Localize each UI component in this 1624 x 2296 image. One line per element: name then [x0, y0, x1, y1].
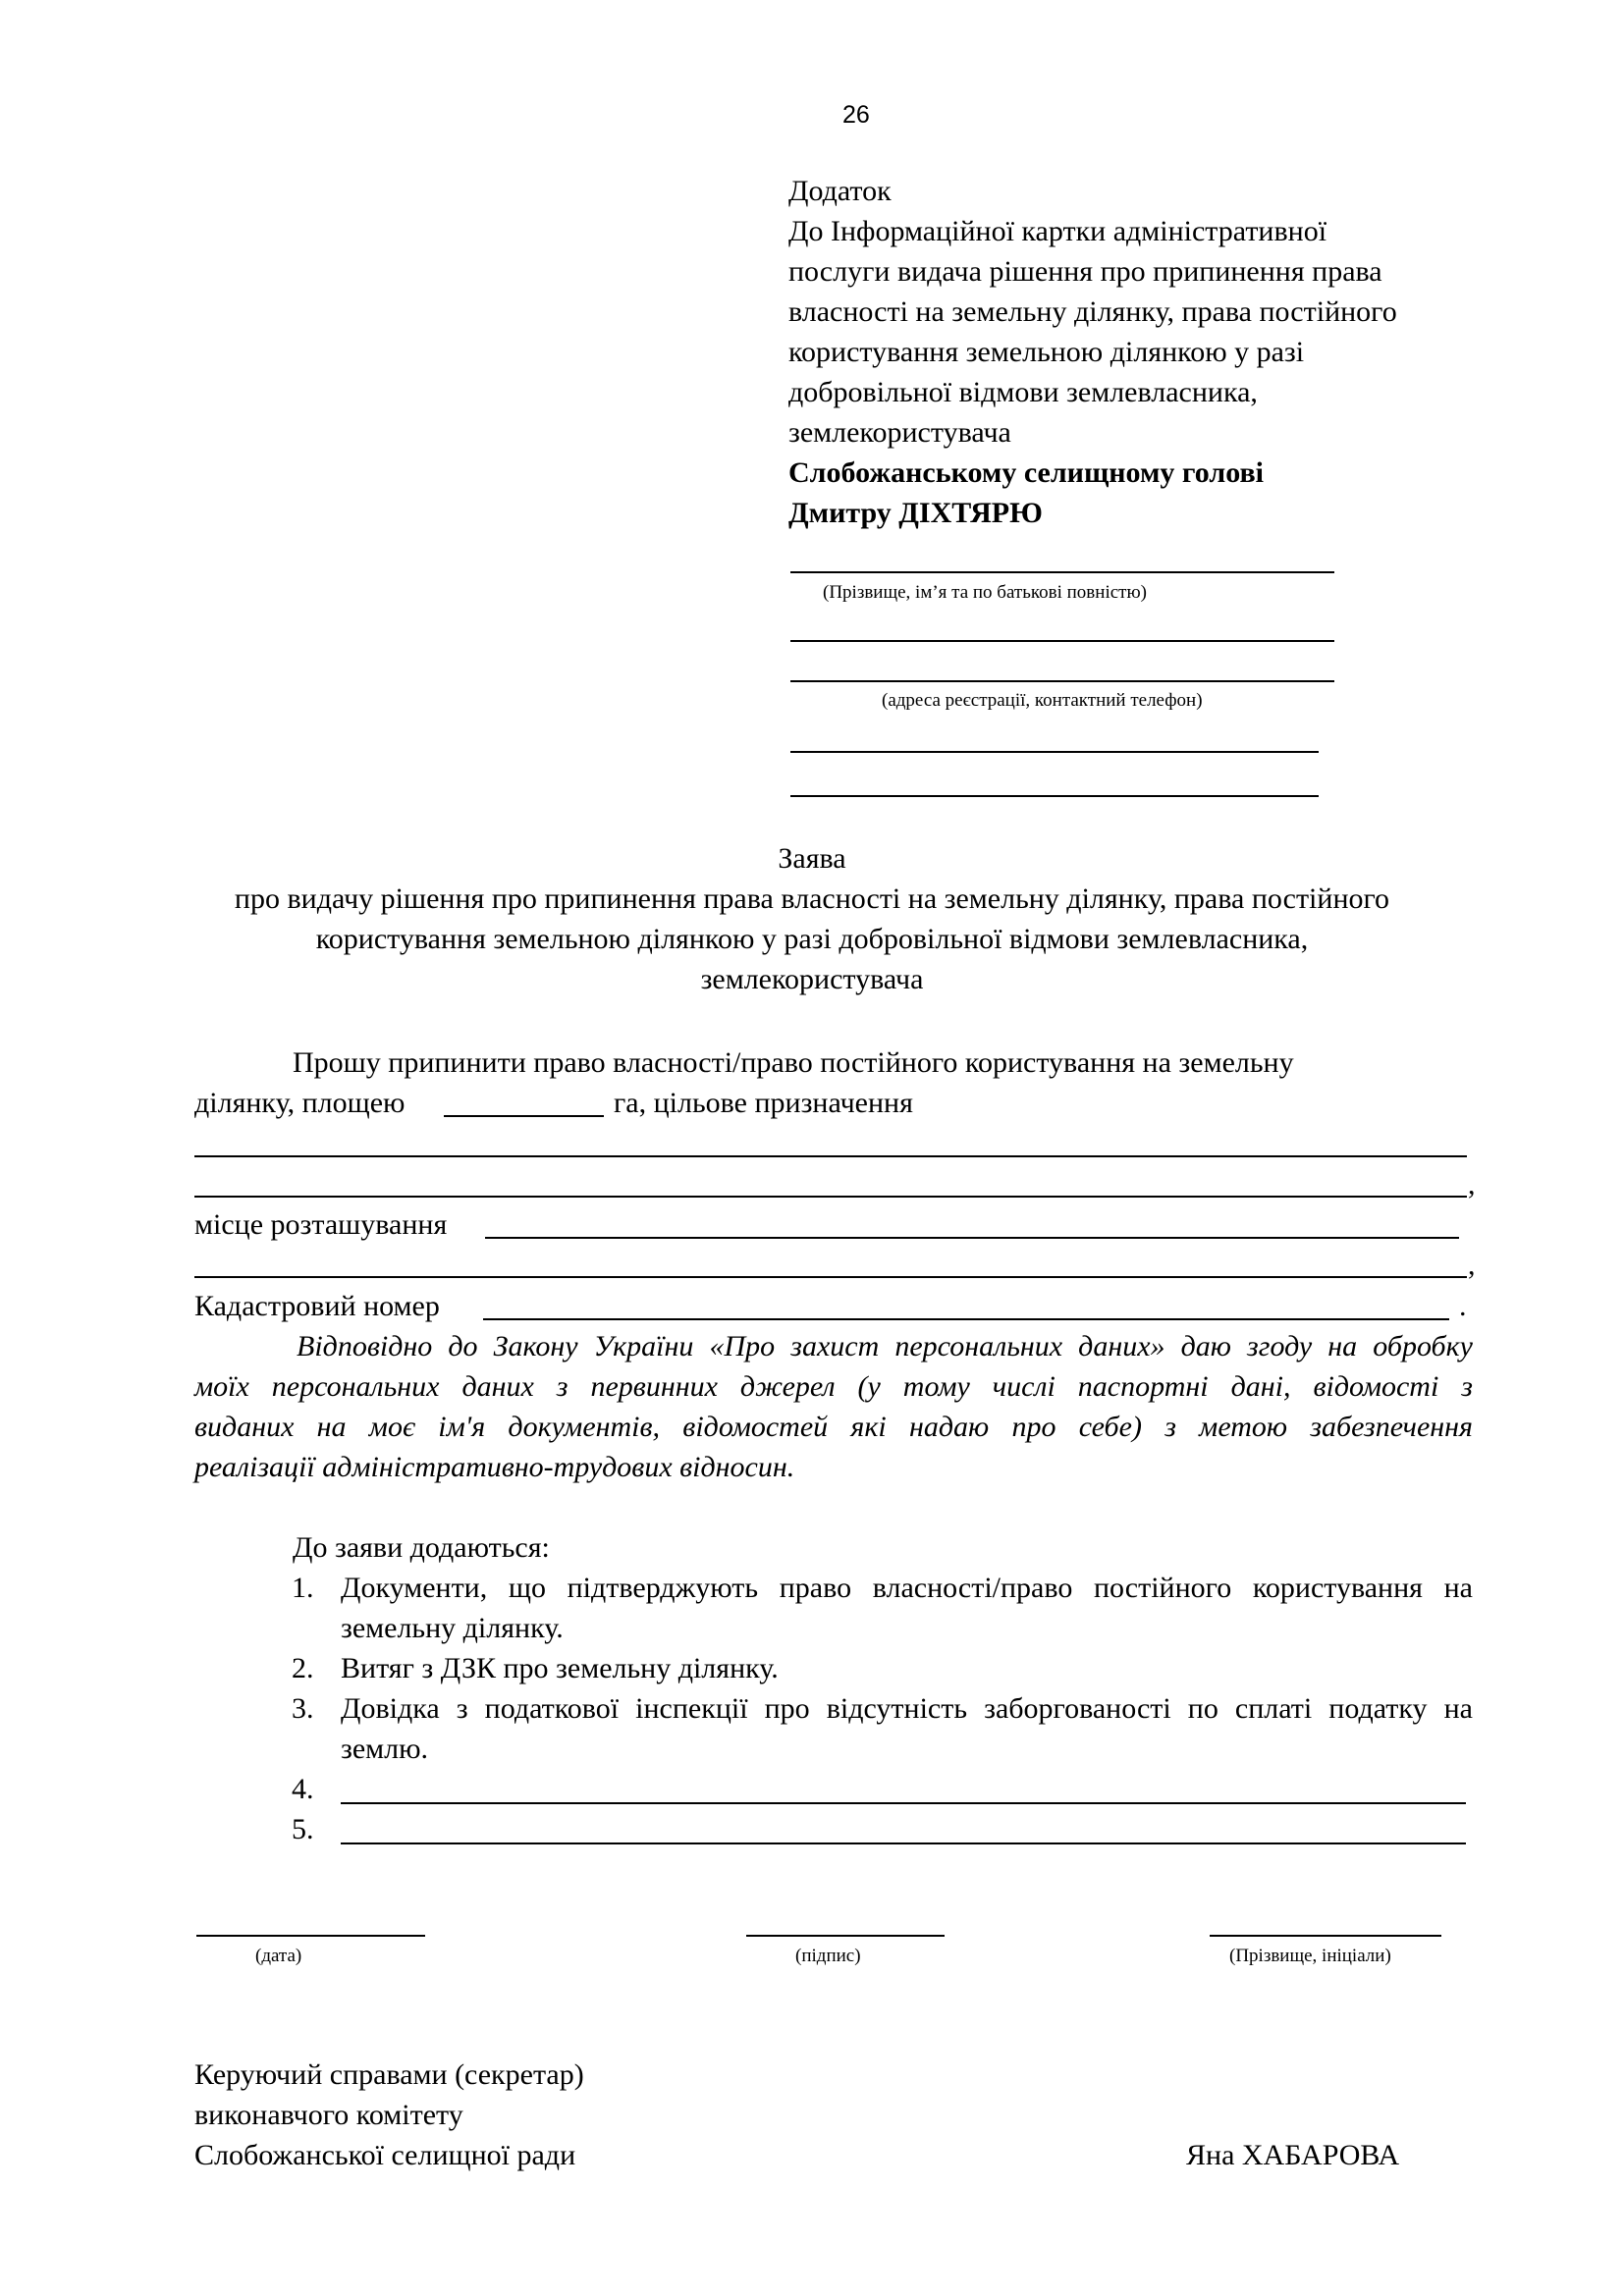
- reference-line: До Інформаційної картки адміністративної: [788, 215, 1327, 247]
- recipient-name: Дмитру ДІХТЯРЮ: [788, 497, 1043, 529]
- comma: ,: [1468, 1168, 1476, 1201]
- list-number: 5.: [292, 1813, 314, 1845]
- date-field[interactable]: [196, 1935, 425, 1937]
- comma: ,: [1468, 1249, 1476, 1281]
- position-line: Слобожанської селищної ради: [194, 2139, 576, 2171]
- address-hint: (адреса реєстрації, контактний телефон): [882, 690, 1203, 711]
- list-item-line: земельну ділянку.: [341, 1612, 564, 1644]
- list-number: 2.: [292, 1652, 314, 1684]
- list-item-line: Документи, що підтверджують право власності/право постійного користування на: [341, 1572, 1473, 1604]
- consent-line: реалізації адміністративно-трудових відносин.: [194, 1451, 795, 1483]
- list-item-text: [341, 1688, 1473, 1769]
- signatory-name: Яна ХАБАРОВА: [1186, 2139, 1400, 2171]
- list-item-line: землю.: [341, 1733, 429, 1765]
- consent-line: моїх персональних даних з первинних джерел (у тому числі паспортні дані, відомості з: [194, 1370, 1473, 1403]
- attachment-field-5[interactable]: [341, 1842, 1466, 1844]
- cadastral-label: Кадастровий номер: [194, 1290, 440, 1322]
- document-subtitle: землекористувача: [700, 963, 924, 995]
- applicant-phone-line[interactable]: [790, 795, 1319, 797]
- position-line: Керуючий справами (секретар): [194, 2058, 584, 2091]
- consent-line: виданих на моє ім'я документів, відомостей які надаю про себе) з метою забезпечення: [194, 1411, 1473, 1443]
- attachment-field-4[interactable]: [341, 1802, 1466, 1804]
- location-field[interactable]: [485, 1237, 1459, 1239]
- date-label: (дата): [255, 1946, 302, 1966]
- applicant-name-line-2[interactable]: [790, 640, 1334, 642]
- reference-line: послуги видача рішення про припинення права: [788, 255, 1382, 288]
- cadastral-field[interactable]: [483, 1318, 1449, 1320]
- period: .: [1459, 1290, 1467, 1322]
- reference-line: користування земельною ділянкою у разі: [788, 336, 1305, 368]
- list-item-text: [341, 1568, 1473, 1648]
- applicant-name-line[interactable]: [790, 571, 1334, 573]
- list-item-text: Витяг з ДЗК про земельну ділянку.: [341, 1652, 779, 1684]
- name-hint: (Прізвище, ім’я та по батькові повністю): [823, 582, 1147, 603]
- reference-line: власності на земельну ділянку, права постійного: [788, 295, 1397, 328]
- list-number: 4.: [292, 1773, 314, 1805]
- position-line: виконавчого комітету: [194, 2099, 463, 2131]
- surname-field[interactable]: [1210, 1935, 1441, 1937]
- document-title: Заява: [778, 842, 846, 875]
- document-subtitle: про видачу рішення про припинення права власності на земельну ділянку, права постійного: [234, 882, 1390, 915]
- purpose-label: га, цільове призначення: [614, 1087, 913, 1119]
- purpose-field-2[interactable]: [194, 1196, 1467, 1198]
- addressee-block: [788, 171, 1535, 533]
- applicant-address-line[interactable]: [790, 680, 1334, 682]
- surname-label: (Прізвище, ініціали): [1229, 1946, 1391, 1966]
- location-label: місце розташування: [194, 1208, 448, 1241]
- request-text: Прошу припинити право власності/право постійного користування на земельну: [293, 1046, 1294, 1079]
- reference-line: землекористувача: [788, 416, 1011, 449]
- addendum-label: Додаток: [788, 175, 892, 207]
- applicant-address-line-2[interactable]: [790, 751, 1319, 753]
- reference-line: добровільної відмови землевласника,: [788, 376, 1258, 408]
- document-subtitle: користування земельною ділянкою у разі добровільної відмови землевласника,: [315, 923, 1309, 955]
- purpose-field[interactable]: [194, 1155, 1467, 1157]
- signature-field[interactable]: [746, 1935, 945, 1937]
- recipient-title: Слобожанському селищному голові: [788, 456, 1265, 489]
- area-field[interactable]: [444, 1115, 604, 1117]
- list-item-line: Довідка з податкової інспекції про відсутність заборгованості по сплаті податку на: [341, 1692, 1473, 1725]
- signature-label: (підпис): [795, 1946, 861, 1966]
- list-number: 1.: [292, 1572, 314, 1604]
- list-number: 3.: [292, 1692, 314, 1725]
- location-field-2[interactable]: [194, 1276, 1467, 1278]
- attachments-heading: До заяви додаються:: [293, 1531, 550, 1564]
- consent-paragraph: [194, 1326, 1473, 1487]
- area-label: ділянку, площею: [194, 1087, 406, 1119]
- consent-line: Відповідно до Закону України «Про захист персональних даних» даю згоду на обробку: [297, 1330, 1473, 1362]
- page-number: 26: [842, 101, 870, 129]
